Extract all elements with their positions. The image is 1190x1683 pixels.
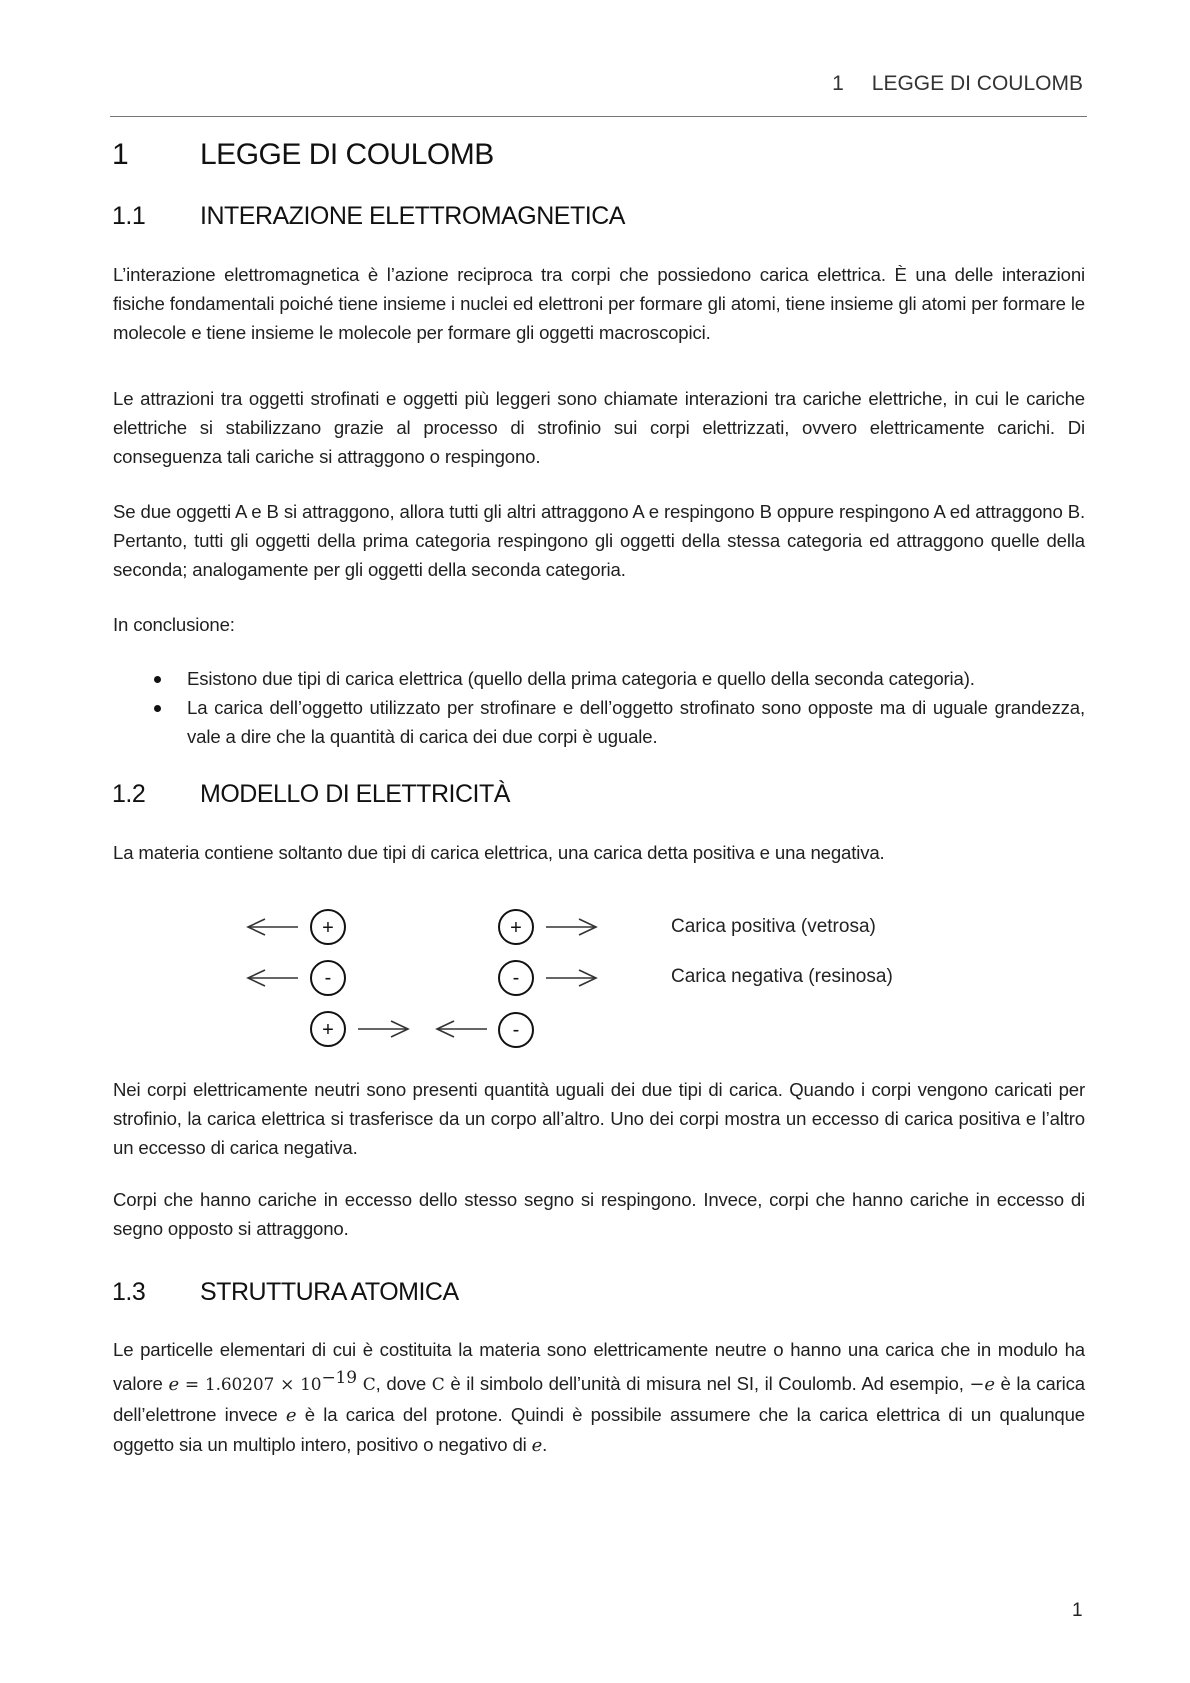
section-heading-1-3 xyxy=(112,1278,459,1307)
arrow-right-icon xyxy=(358,1021,408,1037)
charge-sign: + xyxy=(322,1019,334,1041)
chapter-title: LEGGE DI COULOMB xyxy=(200,138,494,171)
running-header-title: LEGGE DI COULOMB xyxy=(871,72,1083,95)
arrow-left-icon xyxy=(248,970,298,986)
charge-circle xyxy=(499,1013,533,1047)
bullet-icon xyxy=(154,705,161,712)
paragraph: Le particelle elementari di cui è costituita la materia sono elettricamente neutre o hanno una carica che in modulo ha valore $e = 1.60207 \times 10^{-19}$ C, dove C è il simbolo dell’unità di misura nel SI, il Coulomb. Ad esempio, −e è la carica dell’elettrone invece e è la carica del protone. Quindi è possibile assumere che la carica elettrica di un qualunque oggetto sia un multiplo intero, positivo o negativo di e. xyxy=(113,1339,1086,1457)
section-number: 1.3 xyxy=(112,1278,146,1306)
chapter-number: 1 xyxy=(112,138,129,171)
arrow-right-icon xyxy=(546,919,596,935)
section-title: INTERAZIONE ELETTROMAGNETICA xyxy=(200,202,625,230)
charge-sign: + xyxy=(510,917,522,939)
section-heading-1-1 xyxy=(112,202,625,231)
math-unit: C xyxy=(431,1375,445,1396)
charge-sign: - xyxy=(324,967,332,989)
charge-circle xyxy=(499,910,533,944)
charge-circle xyxy=(311,910,345,944)
charge-circle xyxy=(499,961,533,995)
charge-sign: - xyxy=(512,1019,520,1041)
math-symbol-e: e xyxy=(531,1435,543,1457)
charge-sign: + xyxy=(322,917,334,939)
header-divider xyxy=(110,116,1087,117)
paragraph: L’interazione elettromagnetica è l’azione reciproca tra corpi che possiedono carica elettrica. È una delle interazioni fisiche fondamentali poiché tiene insieme i nuclei ed elettroni per formare gli atomi, tiene insieme gli atomi per formare le molecole e tiene insieme le molecole per formare gli oggetti macroscopici. xyxy=(113,264,1085,343)
bullet-list xyxy=(113,664,1085,751)
math-value: = 1.60207 × 10 xyxy=(178,1375,322,1396)
list-item: La carica dell’oggetto utilizzato per strofinare e dell’oggetto strofinato sono opposte ma di uguale grandezza, vale a dire che la quantità di carica dei due corpi è uguale. xyxy=(113,693,1085,751)
running-header-number: 1 xyxy=(832,72,844,95)
math-exponent: −19 xyxy=(321,1368,357,1388)
legend-negative: Carica negativa (resinosa) xyxy=(671,966,893,987)
bullet-icon xyxy=(154,676,161,683)
running-header xyxy=(832,72,1083,96)
arrow-left-icon xyxy=(437,1021,487,1037)
list-item: Esistono due tipi di carica elettrica (quello della prima categoria e quello della seconda categoria). xyxy=(113,664,1085,693)
math-symbol-neg-e: −e xyxy=(969,1374,995,1396)
arrow-right-icon xyxy=(546,970,596,986)
paragraph: La materia contiene soltanto due tipi di carica elettrica, una carica detta positiva e una negativa. xyxy=(113,842,885,863)
arrow-left-icon xyxy=(248,919,298,935)
section-heading-1-2 xyxy=(112,780,510,809)
page-number: 1 xyxy=(1072,1600,1083,1621)
diagram-row-positive-repulsion xyxy=(248,910,596,944)
math-symbol-e: e xyxy=(168,1374,179,1396)
section-title: MODELLO DI ELETTRICITÀ xyxy=(200,780,510,808)
section-number: 1.2 xyxy=(112,780,146,808)
diagram-row-attraction xyxy=(311,1012,533,1047)
math-unit: C xyxy=(356,1375,376,1396)
paragraph: Se due oggetti A e B si attraggono, allora tutti gli altri attraggono A e respingono B oppure respingono A ed attraggono B. Pertanto, tutti gli oggetti della prima categoria respingono gli oggetti della stessa categoria ed attraggono quelle della seconda; analogamente per gli oggetti della seconda categoria. xyxy=(113,501,1085,580)
section-title: STRUTTURA ATOMICA xyxy=(200,1278,459,1306)
math-symbol-e: e xyxy=(285,1405,297,1427)
charge-sign: - xyxy=(512,967,520,989)
charge-circle xyxy=(311,1012,345,1046)
paragraph: In conclusione: xyxy=(113,614,235,635)
chapter-heading xyxy=(112,138,494,172)
section-number: 1.1 xyxy=(112,202,146,230)
paragraph: Nei corpi elettricamente neutri sono presenti quantità uguali dei due tipi di carica. Quando i corpi vengono caricati per strofinio, la carica elettrica si trasferisce da un corpo all’altro. Uno dei corpi mostra un eccesso di carica positiva e l’altro un eccesso di carica negativa. xyxy=(113,1079,1085,1158)
diagram-row-negative-repulsion xyxy=(248,961,596,995)
charge-circle xyxy=(311,961,345,995)
legend-positive: Carica positiva (vetrosa) xyxy=(671,916,876,937)
paragraph: Le attrazioni tra oggetti strofinati e oggetti più leggeri sono chiamate interazioni tra cariche elettriche, in cui le cariche elettriche si stabilizzano grazie al processo di strofinio sui corpi elettrizzati, ovvero elettricamente carichi. Di conseguenza tali cariche si attraggono o respingono. xyxy=(113,388,1085,467)
paragraph: Corpi che hanno cariche in eccesso dello stesso segno si respingono. Invece, corpi che hanno cariche in eccesso di segno opposto si attraggono. xyxy=(113,1189,1085,1239)
